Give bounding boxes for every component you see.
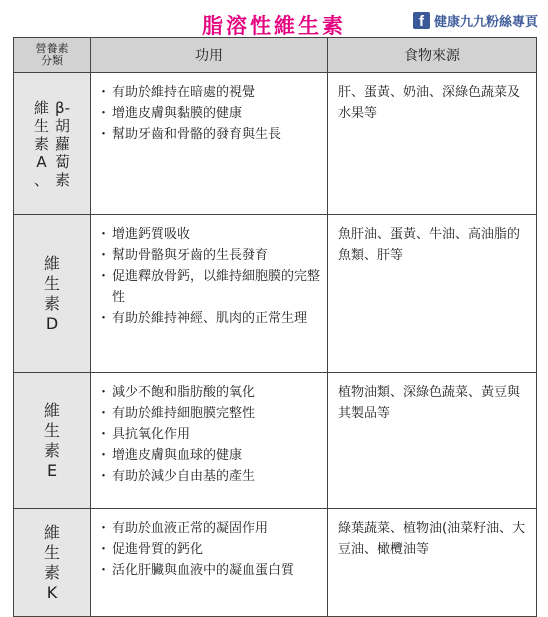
name-char: 生 [43, 420, 60, 440]
list-item: ・ 有助於血液正常的凝固作用 [101, 518, 321, 539]
name-char: 維 [43, 522, 60, 542]
name-char: 維 [33, 98, 49, 117]
list-item: ・ 有助於維持細胞膜完整性 [101, 403, 321, 424]
name-char: 蘿 [55, 134, 71, 153]
name-char: 素 [43, 293, 60, 313]
name-char: 生 [43, 273, 60, 293]
name-char: 素 [43, 440, 60, 460]
category-cell [14, 509, 91, 617]
function-list [101, 518, 321, 581]
category-cell [14, 215, 91, 373]
table-row [14, 215, 537, 373]
name-char: 維 [43, 400, 60, 420]
name-char: 生 [43, 542, 60, 562]
category-name-vitamin-a [14, 99, 90, 189]
name-char: A [36, 152, 47, 171]
list-item: ・ 減少不飽和脂肪酸的氧化 [101, 382, 321, 403]
category-cell [14, 73, 91, 215]
brand-link[interactable] [413, 11, 538, 30]
table-row [14, 73, 537, 215]
vitamin-table [13, 37, 537, 617]
name-char: 蔔 [55, 152, 71, 171]
table-header-row [14, 38, 537, 73]
list-item: ・ 增進皮膚與黏膜的健康 [101, 103, 321, 124]
facebook-icon: f [413, 12, 430, 29]
function-cell [91, 215, 328, 373]
name-char: 素 [55, 170, 71, 189]
page-title: 脂溶性維生素 [202, 14, 346, 38]
category-name-vitamin-d [44, 254, 60, 334]
header-category-line2: 分類 [41, 54, 63, 67]
list-item: ・ 促進骨質的鈣化 [101, 539, 321, 560]
name-char: 素 [43, 562, 60, 582]
category-name-vitamin-k [44, 523, 60, 603]
header-category [14, 38, 91, 73]
category-cell [14, 373, 91, 509]
function-cell [91, 509, 328, 617]
name-char: - [64, 98, 70, 117]
function-cell [91, 373, 328, 509]
category-name-vitamin-e [44, 401, 60, 481]
brand-name: 健康九九粉絲專頁 [433, 15, 538, 30]
food-cell: 綠葉蔬菜、植物油(油菜籽油、大豆油、橄欖油等 [328, 509, 537, 617]
function-cell [91, 73, 328, 215]
function-list [101, 82, 321, 145]
list-item: ・ 促進釋放骨鈣，以維持細胞膜的完整性 [101, 266, 321, 308]
table-row [14, 373, 537, 509]
function-list [101, 382, 321, 487]
header-function: 功用 [91, 38, 328, 73]
name-char: 生 [33, 116, 49, 135]
list-item: ・ 幫助骨骼與牙齒的生長發育 [101, 245, 321, 266]
name-char: K [46, 582, 58, 602]
food-cell: 肝、蛋黃、奶油、深綠色蔬菜及水果等 [328, 73, 537, 215]
list-item: ・ 具抗氧化作用 [101, 424, 321, 445]
name-char: E [46, 460, 58, 480]
name-char: 素 [33, 134, 49, 153]
name-char: β [55, 98, 65, 117]
list-item: ・ 增進鈣質吸收 [101, 224, 321, 245]
name-char: 維 [43, 253, 60, 273]
name-char: D [45, 313, 59, 333]
header-food: 食物來源 [328, 38, 537, 73]
list-item: ・ 幫助牙齒和骨骼的發育與生長 [101, 124, 321, 145]
food-cell: 魚肝油、蛋黃、牛油、高油脂的魚類、肝等 [328, 215, 537, 373]
list-item: ・ 有助於維持神經、肌肉的正常生理 [101, 308, 321, 329]
function-list [101, 224, 321, 329]
list-item: ・ 活化肝臟與血液中的凝血蛋白質 [101, 560, 321, 581]
list-item: ・ 有助於減少自由基的產生 [101, 466, 321, 487]
list-item: ・ 增進皮膚與血球的健康 [101, 445, 321, 466]
list-item: ・ 有助於維持在暗處的視覺 [101, 82, 321, 103]
name-char: 胡 [55, 116, 71, 135]
name-char [55, 99, 70, 117]
header-category-line1: 營養素 [35, 42, 69, 55]
table-row [14, 509, 537, 617]
food-cell: 植物油類、深綠色蔬菜、黃豆與其製品等 [328, 373, 537, 509]
name-char: 、 [33, 170, 49, 189]
